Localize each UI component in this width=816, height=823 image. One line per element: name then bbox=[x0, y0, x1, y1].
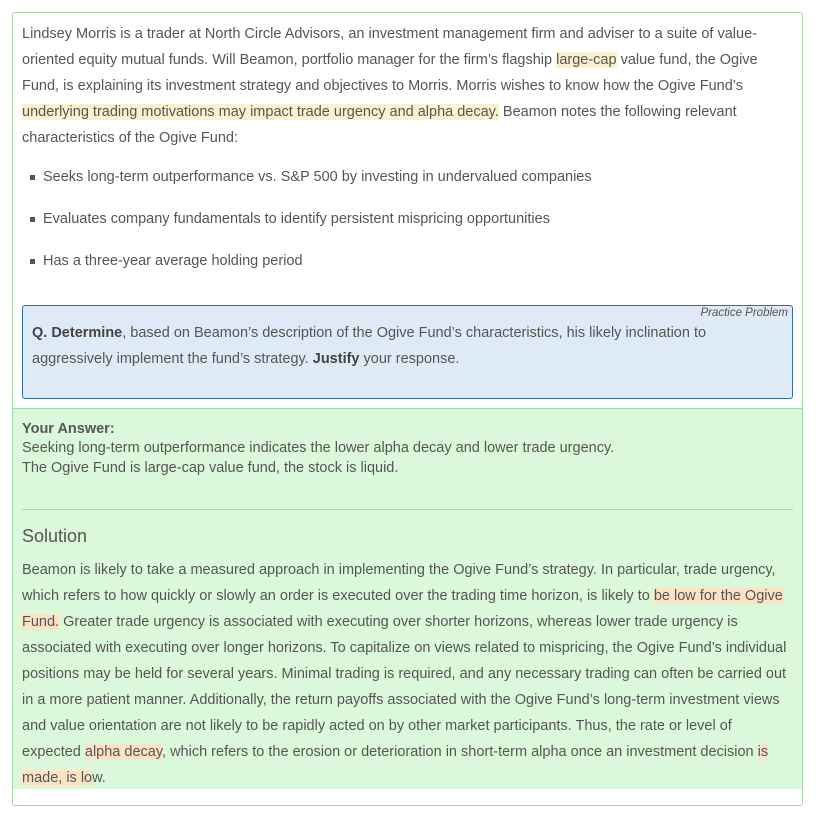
list-item-text: Evaluates company fundamentals to identify persistent mispricing opportunities bbox=[43, 211, 550, 227]
practice-text-part: your response. bbox=[359, 351, 460, 367]
highlight-be-low[interactable]: be low for the Ogive Fund. bbox=[22, 588, 783, 630]
bullet-icon bbox=[30, 175, 35, 180]
divider bbox=[22, 509, 793, 510]
solution-text-part: w. bbox=[92, 770, 106, 786]
list-item-text: Has a three-year average holding period bbox=[43, 253, 303, 269]
question-prefix: Q. Determine bbox=[32, 325, 123, 341]
list-item bbox=[43, 251, 793, 271]
stem-text: Lindsey Morris is a trader at North Circle Advisors, an investment management firm and adviser to a suite of value-oriented equity mutual funds. Will Beamon, portfolio manager for the firm’s flagship bbox=[22, 26, 757, 68]
justify-keyword: Justify bbox=[312, 351, 360, 367]
practice-problem-text bbox=[32, 320, 783, 372]
characteristics-list bbox=[22, 167, 793, 271]
list-item-text: Seeks long-term outperformance vs. S&P 500 by investing in undervalued companies bbox=[43, 169, 592, 185]
practice-text-part: , based on Beamon’s description of the Ogive Fund’s characteristics, his likely inclination to aggressively implement the fund’s strategy. bbox=[32, 325, 707, 367]
solution-text-part: , which refers to the erosion or deterioration in short-term alpha once an investment decision bbox=[162, 744, 758, 760]
list-item bbox=[43, 209, 793, 229]
answer-line: The Ogive Fund is large-cap value fund, the stock is liquid. bbox=[22, 460, 399, 476]
solution-text-part: Beamon is likely to take a measured approach in implementing the Ogive Fund’s strategy. In particular, trade urgency, which refers to how quickly or slowly an order is executed over the trading time horizon, is likely to bbox=[22, 562, 776, 604]
list-item bbox=[43, 167, 793, 187]
stem-text: Beamon notes the following relevant characteristics of the Ogive Fund: bbox=[22, 104, 737, 146]
highlight-is-made-is-low[interactable]: is made, is lo bbox=[22, 744, 769, 786]
answer-area bbox=[13, 408, 802, 789]
highlight-alpha-decay[interactable]: alpha decay bbox=[84, 744, 163, 760]
bullet-icon bbox=[30, 259, 35, 264]
highlight-trading-motivations[interactable]: underlying trading motivations may impact trade urgency and alpha decay. bbox=[22, 104, 499, 120]
solution-title: Solution bbox=[22, 526, 88, 546]
question-stem bbox=[22, 21, 793, 151]
bullet-icon bbox=[30, 217, 35, 222]
answer-line: Seeking long-term outperformance indicates the lower alpha decay and lower trade urgency. bbox=[22, 440, 615, 456]
practice-problem-box bbox=[22, 305, 793, 399]
solution-text-part: Greater trade urgency is associated with executing over shorter horizons, whereas lower trade urgency is associated with executing over longer horizons. To capitalize on views related to mispricing, the Ogive Fund’s individual positions may be held for several years. Minimal trading is required, and any necessary trading can often be carried out in a more patient manner. Additionally, the return payoffs associated with the Ogive Fund’s long-term investment views and value orientation are not likely to be rapidly acted on by other market participants. Thus, the rate or level of expected bbox=[22, 614, 787, 760]
practice-problem-label: Practice Problem bbox=[700, 307, 788, 319]
highlight-large-cap[interactable]: large-cap bbox=[556, 52, 617, 68]
solution-text bbox=[22, 557, 793, 791]
question-area bbox=[13, 13, 802, 399]
stem-text: value fund, the Ogive Fund, is explaining its investment strategy and objectives to Morris. Morris wishes to know how the Ogive Fund’s bbox=[22, 52, 758, 94]
question-card bbox=[12, 12, 803, 806]
your-answer-title: Your Answer: bbox=[22, 421, 115, 437]
